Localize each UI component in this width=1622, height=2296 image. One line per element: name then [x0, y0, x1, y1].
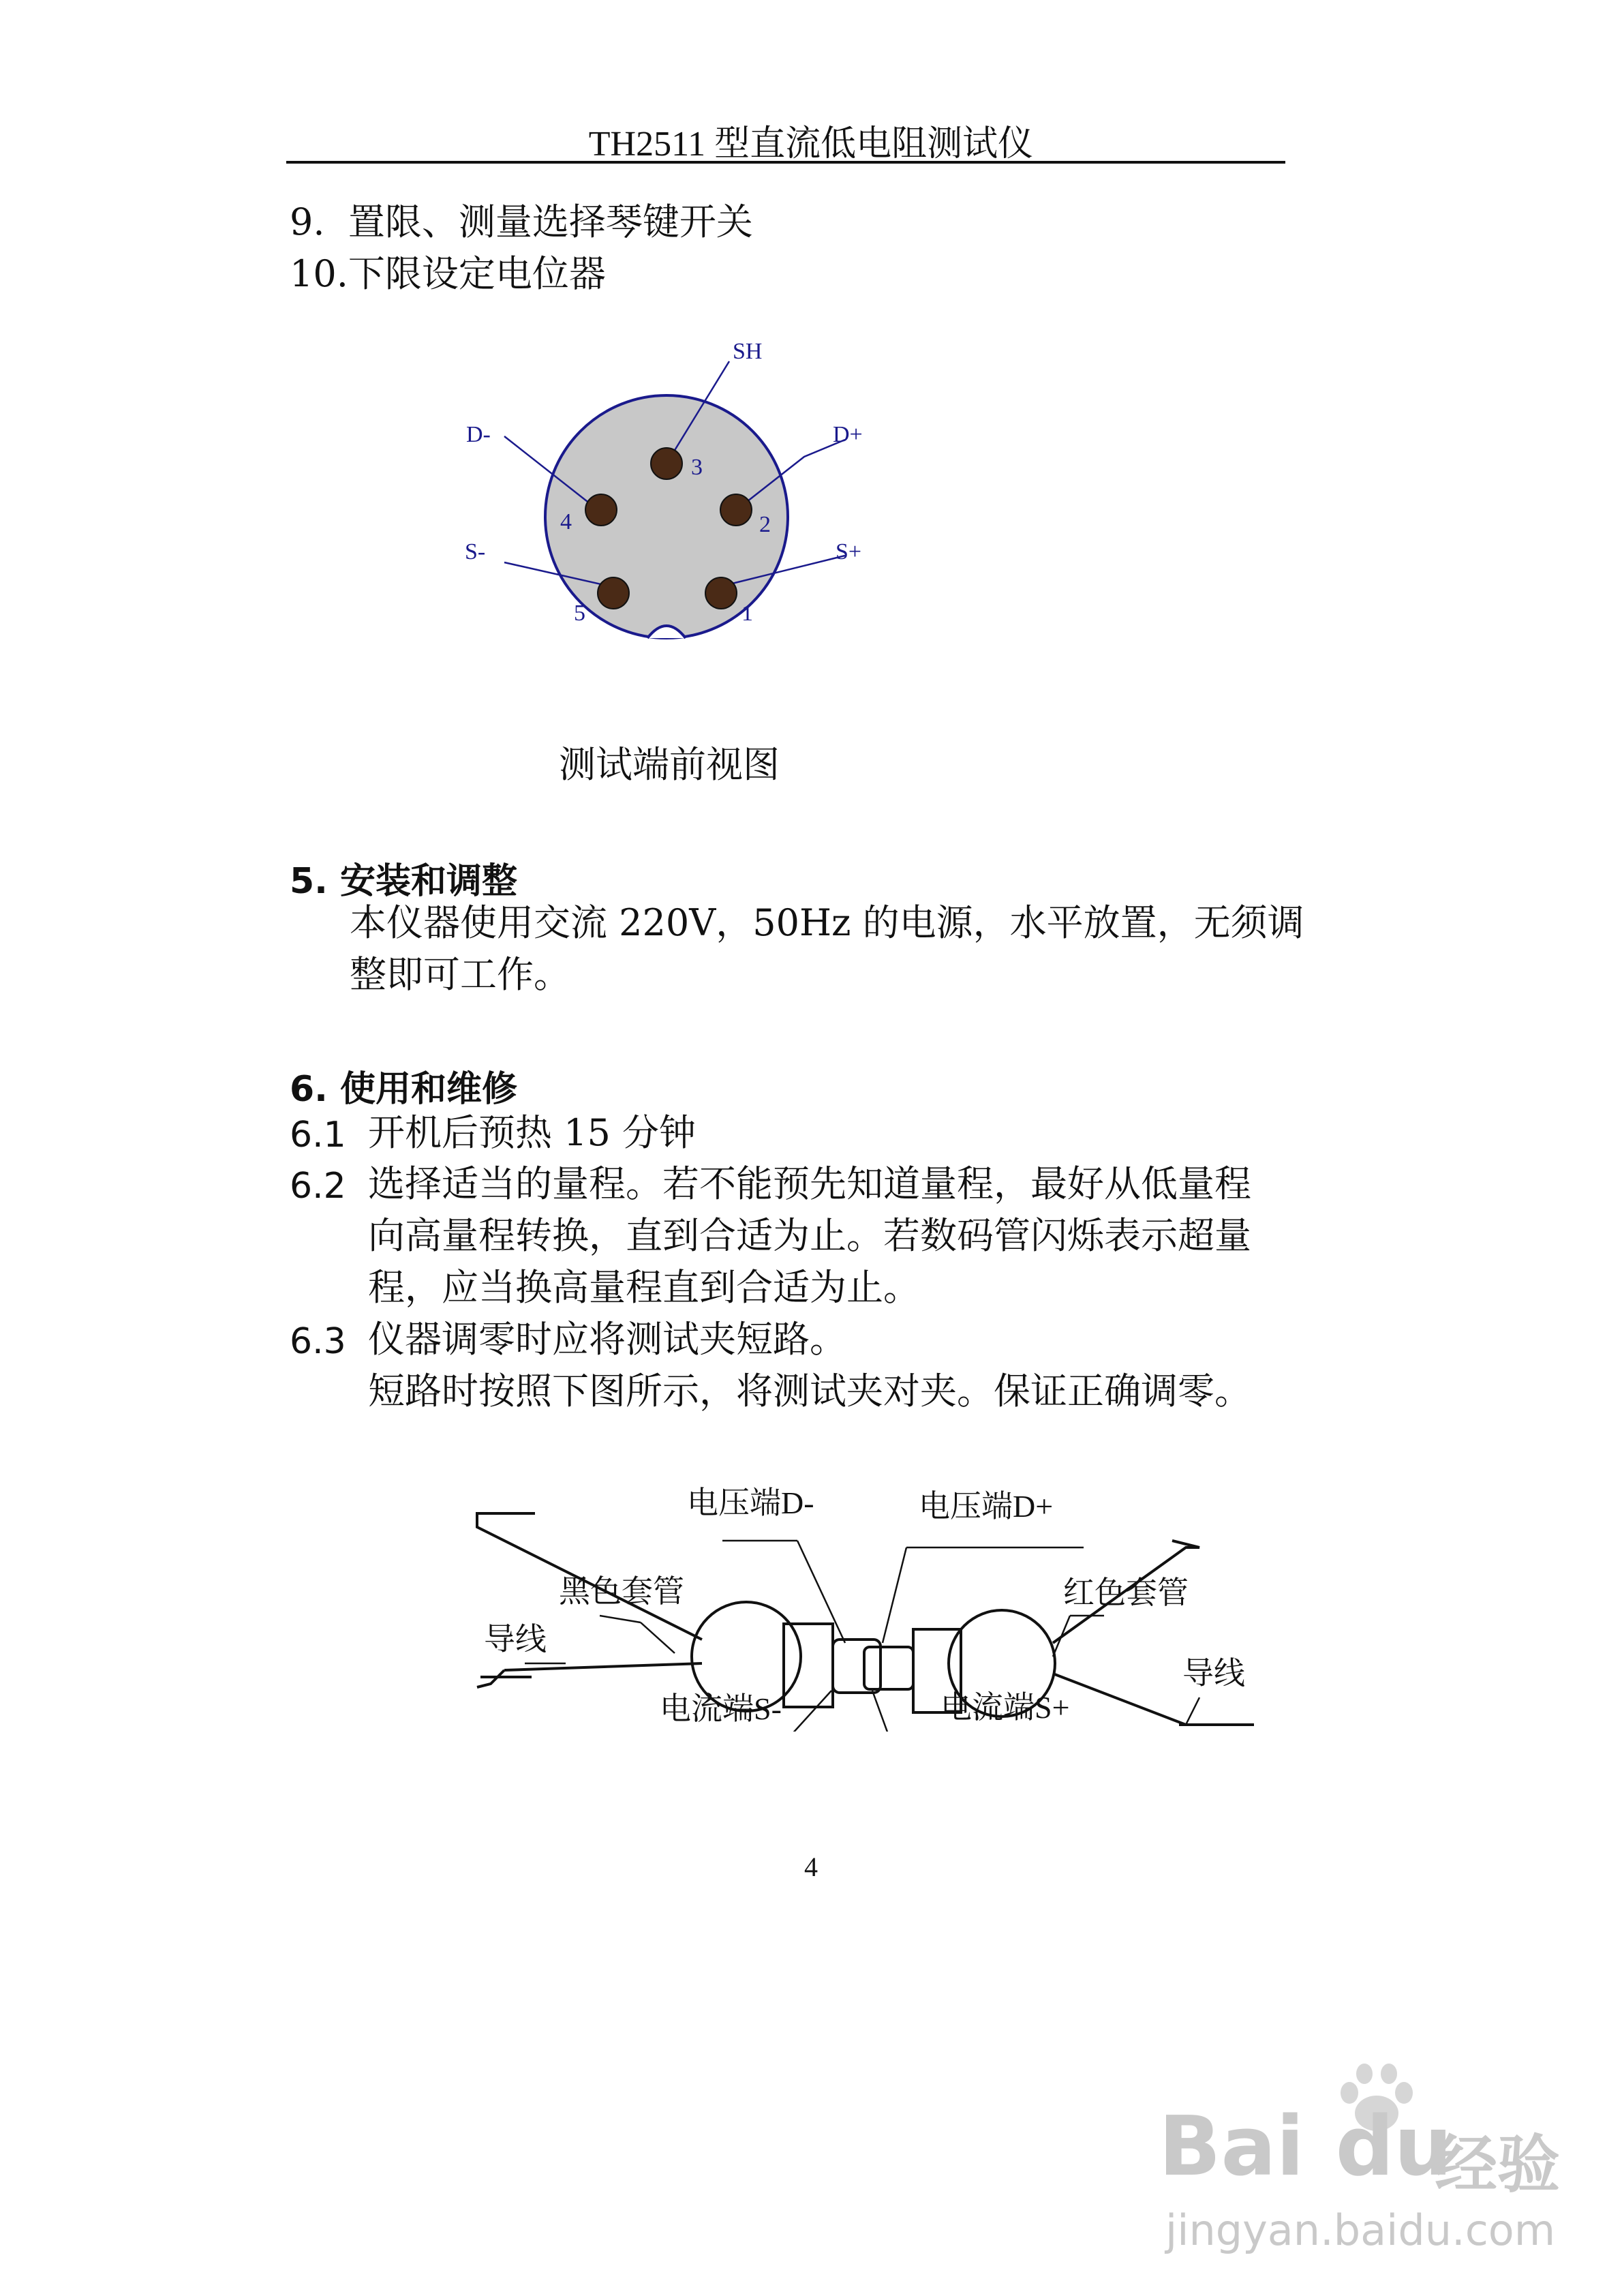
connector-front-view-diagram [409, 320, 954, 675]
test-clip-short-circuit-diagram [382, 1445, 1281, 1732]
pin-label-4: 4 [560, 509, 572, 534]
list-item-text: 置限、测量选择琴键开关 [348, 200, 753, 243]
header-rule [286, 161, 1285, 164]
current-s-minus-label: 电流端S- [660, 1691, 782, 1726]
section-5-line-2: 整即可工作。 [350, 953, 570, 996]
wire-left-label: 导线 [484, 1622, 547, 1657]
pin-4 [585, 494, 617, 526]
current-s-plus-label: 电流端S+ [940, 1690, 1070, 1725]
pin-label-2: 2 [759, 512, 771, 537]
black-sleeve-label: 黑色套管 [559, 1574, 684, 1609]
current-s-plus-leader [872, 1691, 900, 1732]
voltage-d-plus-label: 电压端D+ [919, 1489, 1054, 1524]
red-sleeve-label: 红色套管 [1063, 1575, 1189, 1610]
pin-3 [651, 448, 682, 479]
left-clip-lower-jaw [504, 1663, 702, 1670]
wire-right-label: 导线 [1182, 1656, 1245, 1691]
item-6-3-line-2: 短路时按照下图所示，将测试夹对夹。保证正确调零。 [368, 1370, 1251, 1413]
list-item-number: 10. [290, 252, 348, 295]
pin-1 [705, 577, 737, 609]
pin-label-1: 1 [741, 601, 753, 626]
watermark-brand: Bai du [1159, 2100, 1452, 2194]
list-item-9 [290, 200, 753, 245]
black-sleeve-pointer [641, 1622, 675, 1653]
right-clip-tip [864, 1647, 913, 1689]
pin-label-5: 5 [574, 601, 585, 626]
section-5-heading [290, 852, 517, 903]
watermark-url: jingyan.baidu.com [1165, 2205, 1556, 2255]
section-title: 使用和维修 [340, 1069, 518, 1110]
wire-right-pointer [1186, 1697, 1199, 1725]
item-6-1-number: 6.1 [290, 1115, 346, 1155]
voltage-d-plus-pointer [883, 1547, 906, 1643]
section-5-line-1: 本仪器使用交流 220V，50Hz 的电源，水平放置，无须调 [350, 901, 1304, 944]
sh-label: SH [733, 339, 763, 364]
d-plus-label: D+ [833, 422, 863, 447]
section-6-heading [290, 1060, 517, 1111]
section-number: 6. [290, 1069, 328, 1110]
pin-5 [598, 577, 629, 609]
s-plus-label: S+ [836, 539, 862, 564]
voltage-d-minus-pointer [797, 1541, 845, 1643]
red-sleeve-pointer [1053, 1616, 1070, 1657]
list-item-10 [290, 252, 606, 297]
item-6-2-line-1: 选择适当的量程。若不能预先知道量程，最好从低量程 [368, 1162, 1251, 1205]
left-clip-sleeve [784, 1624, 833, 1707]
voltage-d-minus-label: 电压端D- [687, 1485, 814, 1520]
baidu-jingyan-watermark [1159, 2052, 1595, 2277]
connector-figure-caption: 测试端前视图 [559, 743, 780, 786]
watermark-product: 经验 [1435, 2128, 1561, 2201]
s-minus-label: S- [465, 539, 486, 564]
right-clip-lower-jaw [1053, 1674, 1186, 1725]
item-6-2-number: 6.2 [290, 1166, 346, 1207]
section-number: 5. [290, 861, 328, 902]
pin-label-3: 3 [691, 455, 703, 480]
black-sleeve-leader [600, 1616, 641, 1622]
list-item-text: 下限设定电位器 [348, 252, 606, 295]
document-header-title: TH2511 型直流低电阻测试仪 [588, 125, 1034, 164]
section-title: 安装和调整 [340, 861, 518, 902]
list-item-number: 9. [290, 200, 325, 243]
d-minus-label: D- [466, 422, 491, 447]
item-6-2-line-2: 向高量程转换，直到合适为止。若数码管闪烁表示超量 [368, 1214, 1251, 1257]
item-6-3-line-1: 仪器调零时应将测试夹短路。 [368, 1318, 846, 1361]
item-6-3-number: 6.3 [290, 1321, 346, 1362]
item-6-2-line-3: 程，应当换高量程直到合适为止。 [368, 1266, 920, 1309]
left-clip-lower-tip [477, 1670, 504, 1687]
item-6-1-line-1: 开机后预热 15 分钟 [368, 1111, 697, 1154]
page-number: 4 [804, 1852, 818, 1882]
pin-2 [720, 494, 752, 526]
